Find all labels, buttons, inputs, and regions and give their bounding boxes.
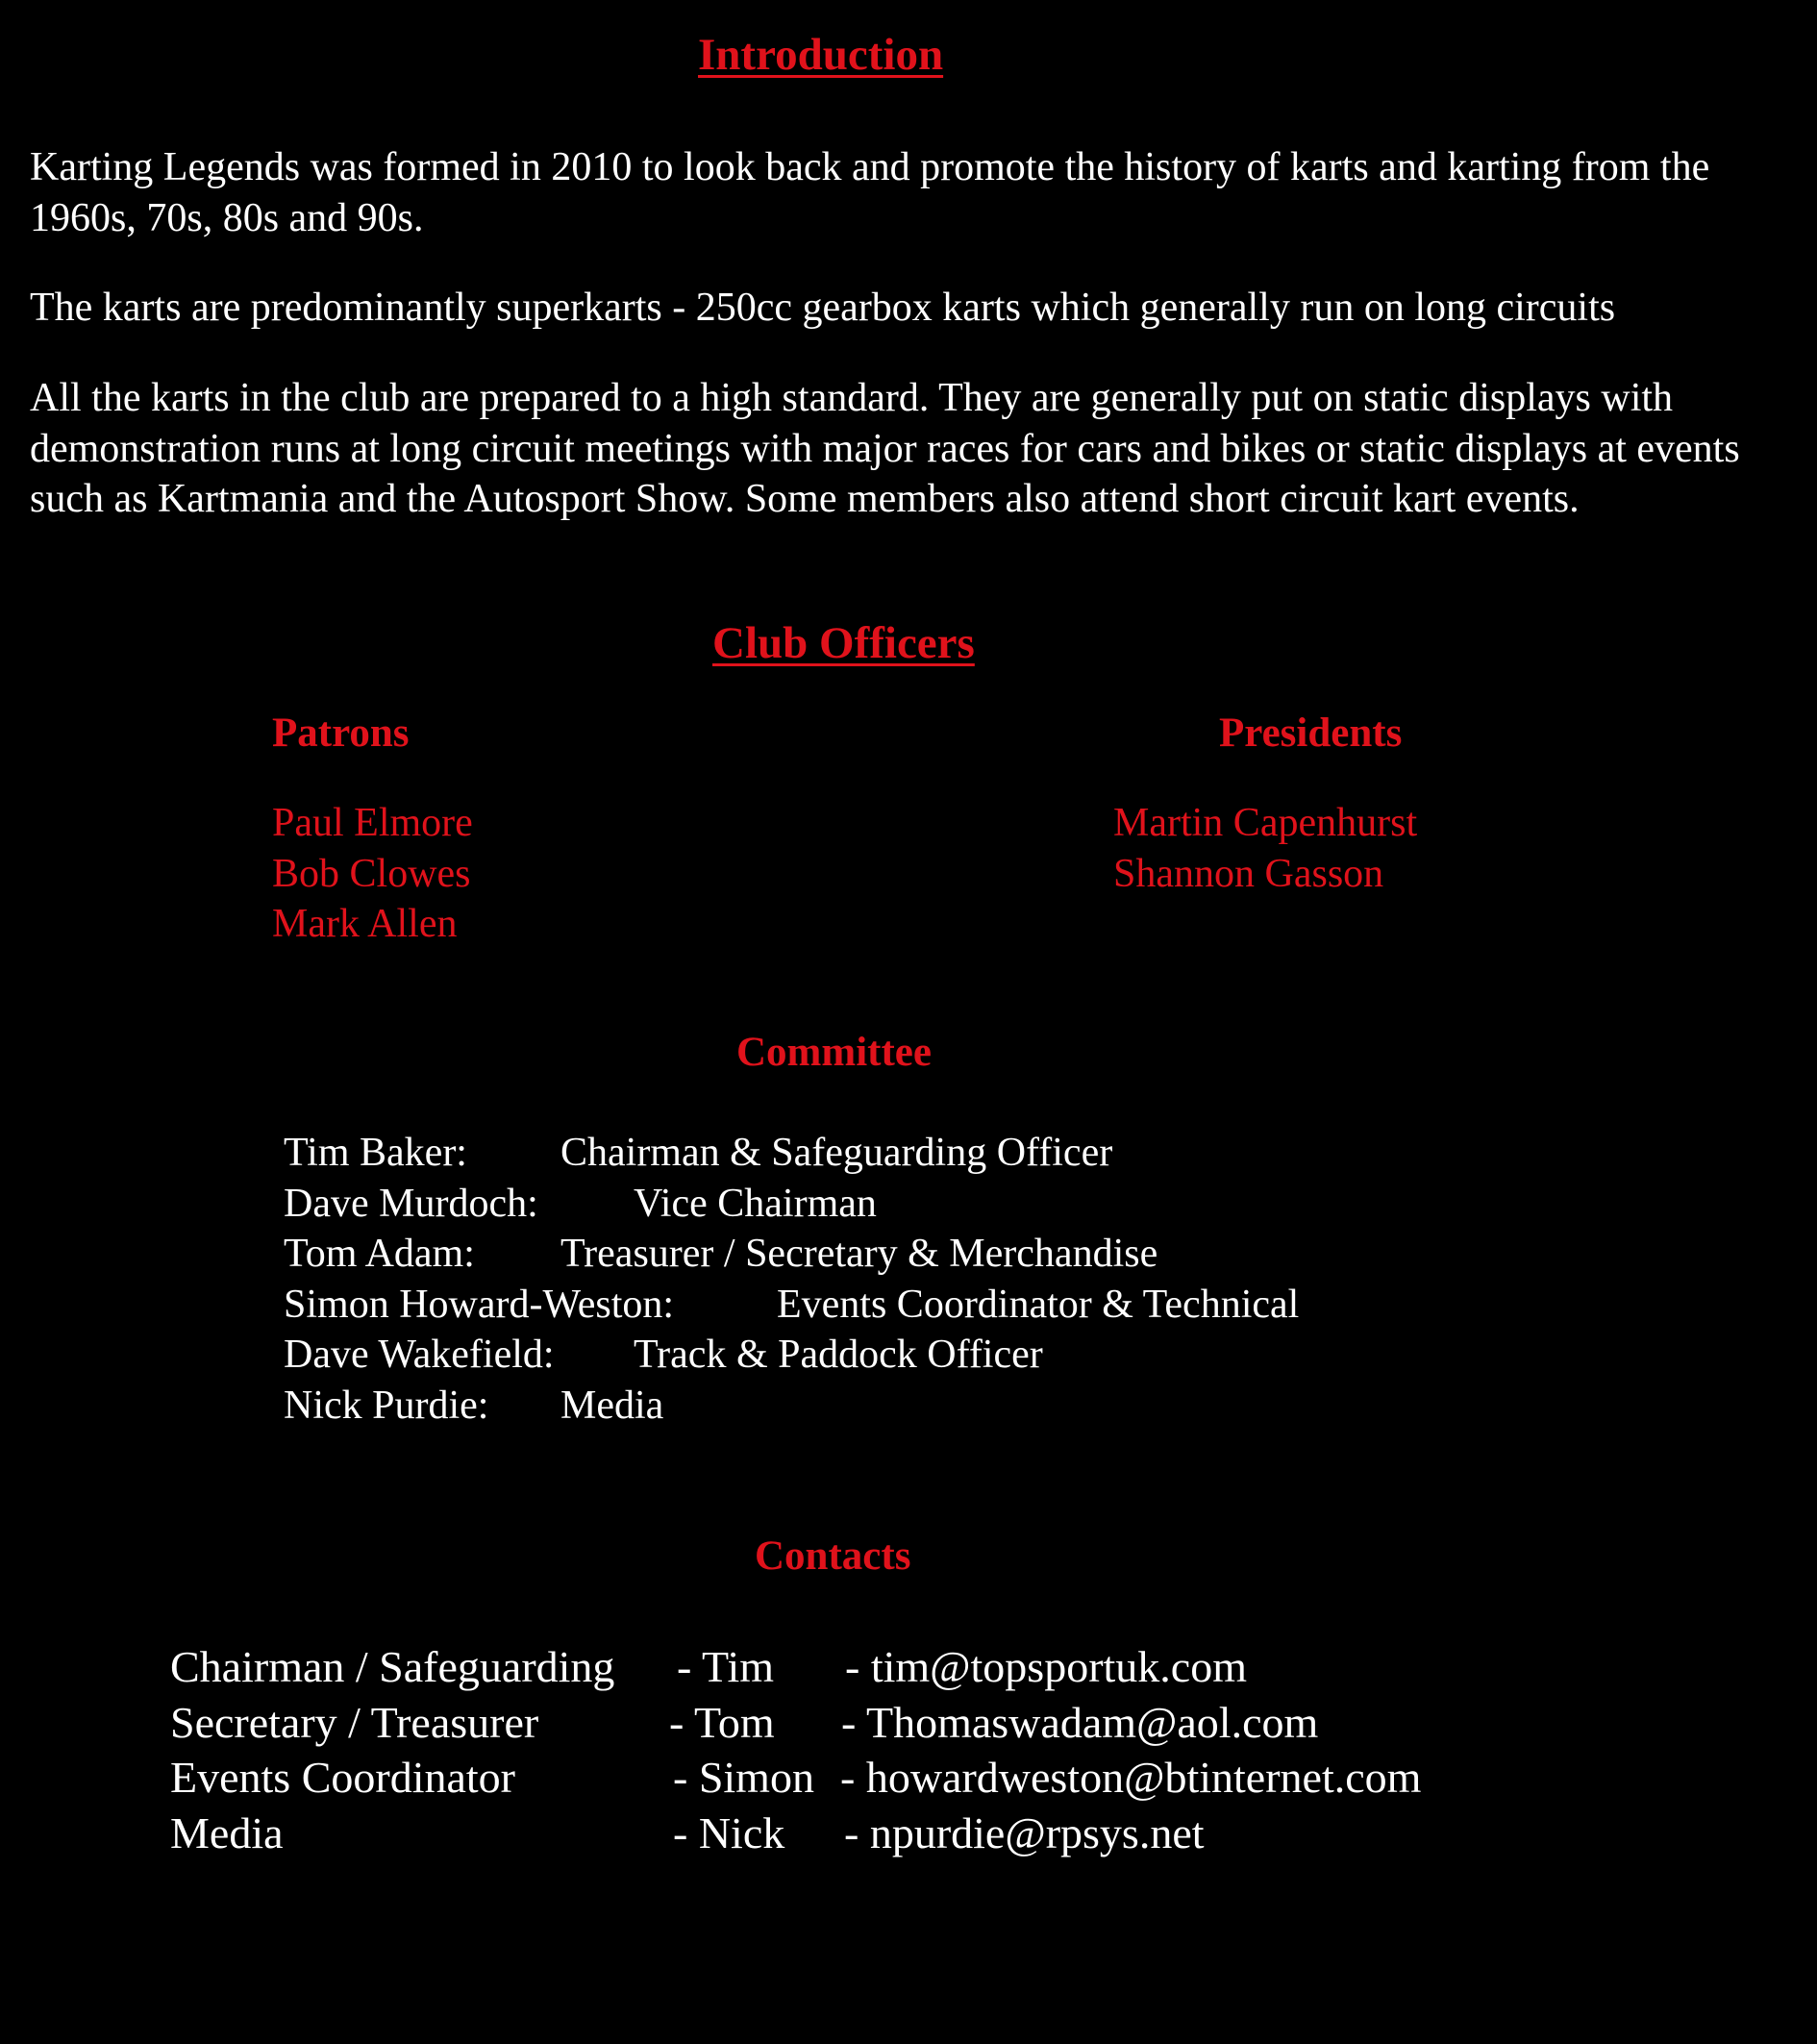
intro-paragraph-1: Karting Legends was formed in 2010 to look back and promote the history of karts and karting from the 1960s, 70s, 80s and 90s.: [30, 145, 1710, 240]
committee-member-name: Tom Adam:: [284, 1232, 475, 1276]
contact-email[interactable]: - tim@topsportuk.com: [845, 1642, 1247, 1691]
committee-member-name: Dave Wakefield:: [284, 1333, 555, 1377]
contacts-heading: Contacts: [755, 1533, 911, 1579]
contact-role: Events Coordinator: [170, 1753, 515, 1802]
contact-email[interactable]: - Thomaswadam@aol.com: [841, 1697, 1319, 1747]
contact-email[interactable]: - howardweston@btinternet.com: [840, 1753, 1422, 1802]
committee-member-role: Track & Paddock Officer: [634, 1333, 1043, 1377]
contact-person: - Tim: [677, 1642, 775, 1691]
club-officers-heading: Club Officers: [712, 618, 975, 668]
committee-member-role: Media: [560, 1383, 664, 1428]
contact-role: Secretary / Treasurer: [170, 1697, 539, 1747]
contact-person: - Tom: [669, 1697, 775, 1747]
patron-name: Mark Allen: [272, 902, 458, 946]
committee-member-name: Tim Baker:: [284, 1131, 467, 1175]
presidents-heading: Presidents: [1219, 710, 1403, 756]
introduction-heading: Introduction: [698, 30, 944, 80]
committee-member-name: Dave Murdoch:: [284, 1181, 538, 1226]
contact-person: - Simon: [673, 1753, 814, 1802]
committee-member-role: Chairman & Safeguarding Officer: [560, 1131, 1113, 1175]
contact-role: Chairman / Safeguarding: [170, 1642, 615, 1691]
intro-paragraph-2: The karts are predominantly superkarts - 250cc gearbox karts which generally run on long circuits: [30, 286, 1616, 330]
intro-paragraph-3: All the karts in the club are prepared to a high standard. They are generally put on static displays with demonstration runs at long circuit meetings with major races for cars and bikes or static displays at events such as Kartmania and the Autosport Show. Some members also attend short circuit kart events.: [30, 376, 1740, 521]
committee-member-role: Vice Chairman: [634, 1181, 877, 1226]
presidents-list: [1113, 798, 1417, 899]
patron-name: Bob Clowes: [272, 851, 471, 896]
committee-member-name: Nick Purdie:: [284, 1383, 489, 1428]
committee-heading: Committee: [736, 1030, 932, 1075]
contact-person: - Nick: [673, 1807, 785, 1857]
patrons-heading: Patrons: [272, 710, 410, 756]
president-name: Martin Capenhurst: [1113, 801, 1418, 845]
president-name: Shannon Gasson: [1113, 851, 1384, 896]
committee-member-name: Simon Howard-Weston:: [284, 1282, 675, 1327]
contact-role: Media: [170, 1807, 284, 1857]
contact-email[interactable]: - npurdie@rpsys.net: [844, 1807, 1205, 1857]
patrons-list: [272, 798, 473, 950]
patron-name: Paul Elmore: [272, 801, 473, 845]
committee-member-role: Events Coordinator & Technical: [777, 1282, 1300, 1327]
committee-member-role: Treasurer / Secretary & Merchandise: [560, 1232, 1158, 1276]
